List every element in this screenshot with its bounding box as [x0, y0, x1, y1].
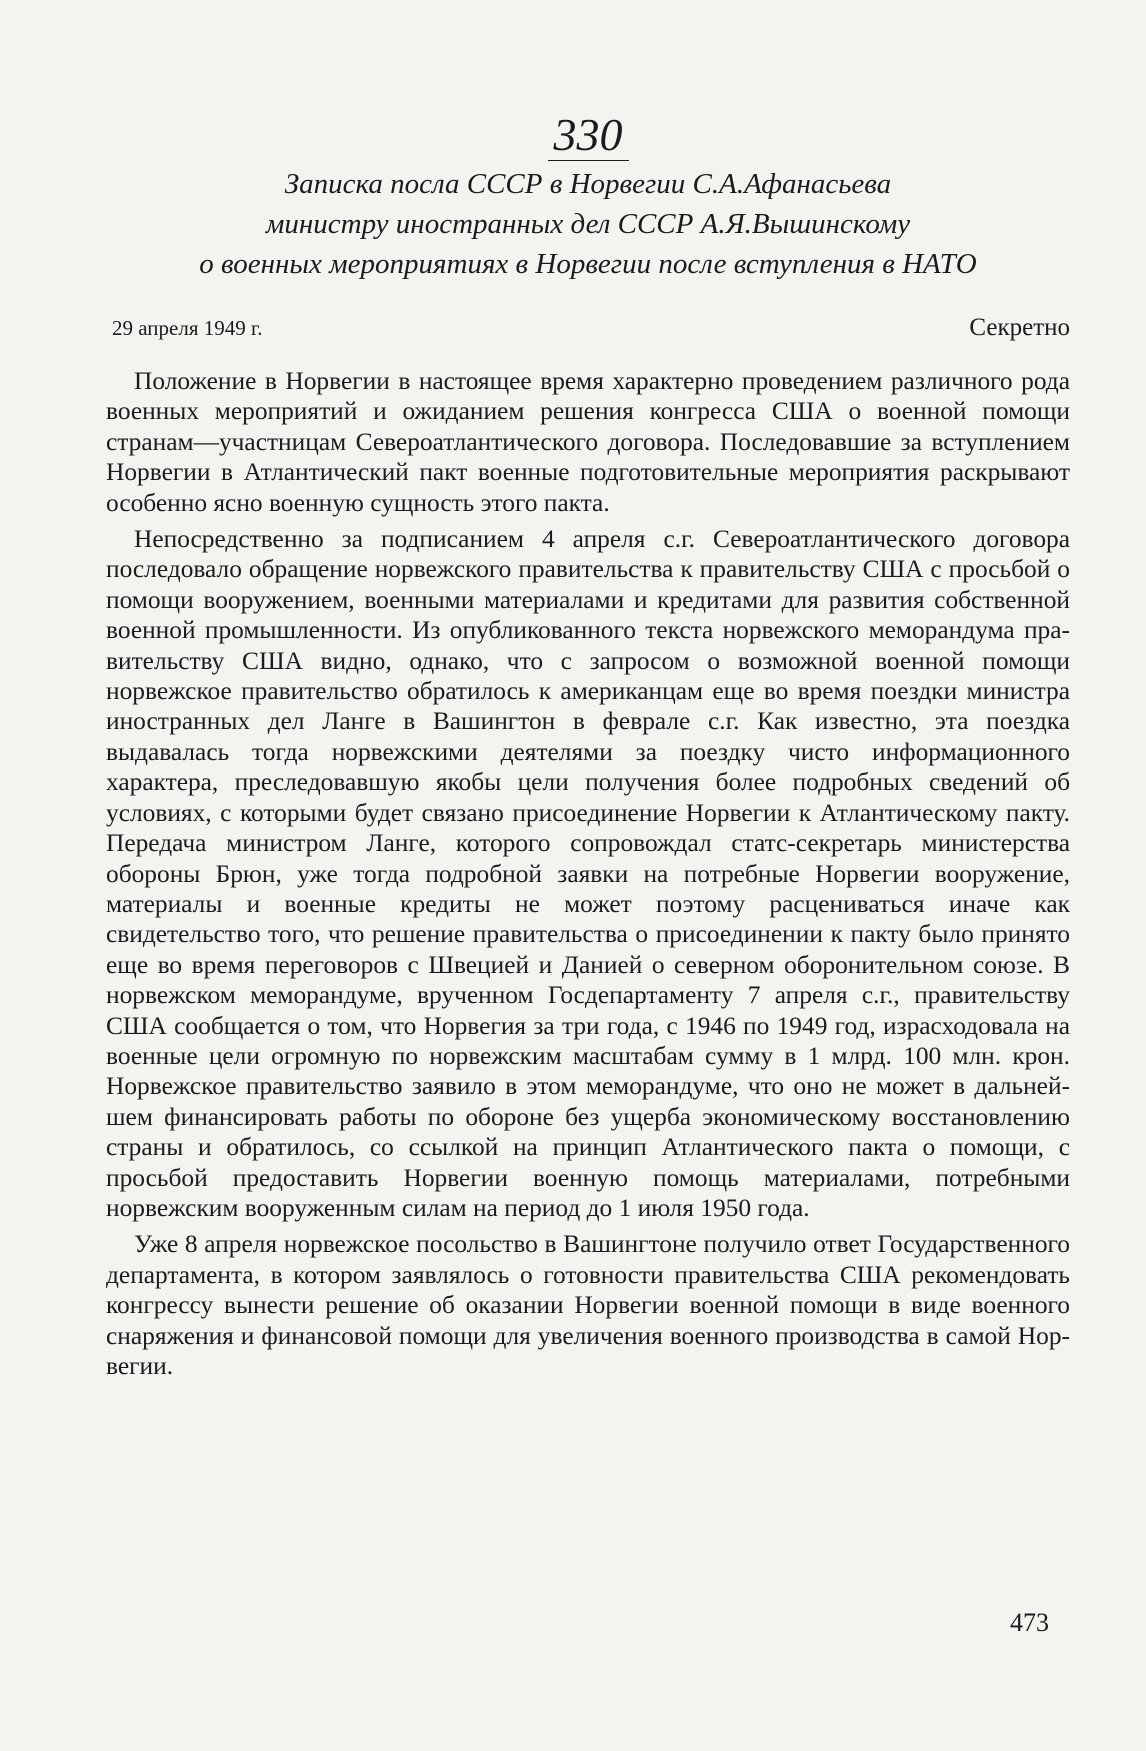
document-heading	[106, 164, 1070, 284]
body-text	[106, 366, 1070, 1381]
heading-line: министру иностранных дел СССР А.Я.Вышинскому	[265, 208, 911, 240]
meta-row	[106, 314, 1070, 342]
heading-line: Записка посла СССР в Норвегии С.А.Афанасьева	[284, 168, 892, 200]
document-number: 330	[106, 108, 1070, 162]
document-date: 29 апреля 1949 г.	[112, 316, 263, 340]
heading-line: о военных мероприятиях в Норвегии после вступления в НАТО	[199, 248, 977, 280]
classification-label: Секретно	[969, 314, 1070, 341]
document-page	[106, 108, 1070, 1387]
paragraph: Положение в Норвегии в настоящее время характерно проведением различного рода военных мероприятий и ожиданием решения конгресса США о военной помощи странам—участницам Североатлантического договора. Последовавшие за вступлением Норвегии в Атлантический пакт военные подготовительные мероприятия раскрывают особенно ясно военную сущность этого пакта.	[106, 367, 1070, 517]
page-number: 473	[1010, 1608, 1049, 1637]
paragraph: Непосредственно за подписанием 4 апреля с.г. Североатлантического договора последовало обращение норвежского правительства к правительству США с просьбой о помощи вооружением, военными материалами и кредитами для развития собственной военной промышленности. Из опубликованного текста норвежского меморандума правительству США видно, однако, что с запросом о возможной военной помощи норвежское правительство обратилось к американцам еще во время поездки министра иностранных дел Ланге в Вашингтон в феврале с.г. Как известно, эта поездка выдавалась тогда норвежскими деятелями за поездку чисто информационного характера, преследовавшую якобы цели получения более подробных сведений об условиях, с которыми будет связано присоединение Норвегии к Атлантическому пакту. Передача министром Ланге, которого сопровождал статс-секретарь министерства обороны Брюн, уже тогда подробной заявки на потребные Норвегии вооружение, материалы и военные кредиты не может поэтому расцениваться иначе как свидетельство того, что решение правительства о присоединении к пакту было принято еще во время переговоров с Швецией и Данией о северном оборонительном союзе. В норвежском меморандуме, врученном Госдепартаменту 7 апреля с.г., правительству США сообщается о том, что Норвегия за три года, с 1946 по 1949 год, израсходовала на военные цели огромную по норвежским масштабам сумму в 1 млрд. 100 млн. крон. Норвежское правительство заявило в этом меморандуме, что оно не может в дальнейшем финансировать работы по обороне без ущерба экономическому восстановлению страны и обратилось, со ссылкой на принцип Атлантического пакта о помощи, с просьбой предоставить Норвегии военную помощь материалами, потребными норвежским вооруженным силам на период до 1 июля 1950 года.	[106, 525, 1070, 1222]
paragraph: Уже 8 апреля норвежское посольство в Вашингтоне получило ответ Государственного департамента, в котором заявлялось о готовности правительства США рекомендовать конгрессу вынести решение об оказании Норвегии военной помощи в виде военного снаряжения и финансовой помощи для увеличения военного производства в самой Норвегии.	[106, 1230, 1070, 1380]
